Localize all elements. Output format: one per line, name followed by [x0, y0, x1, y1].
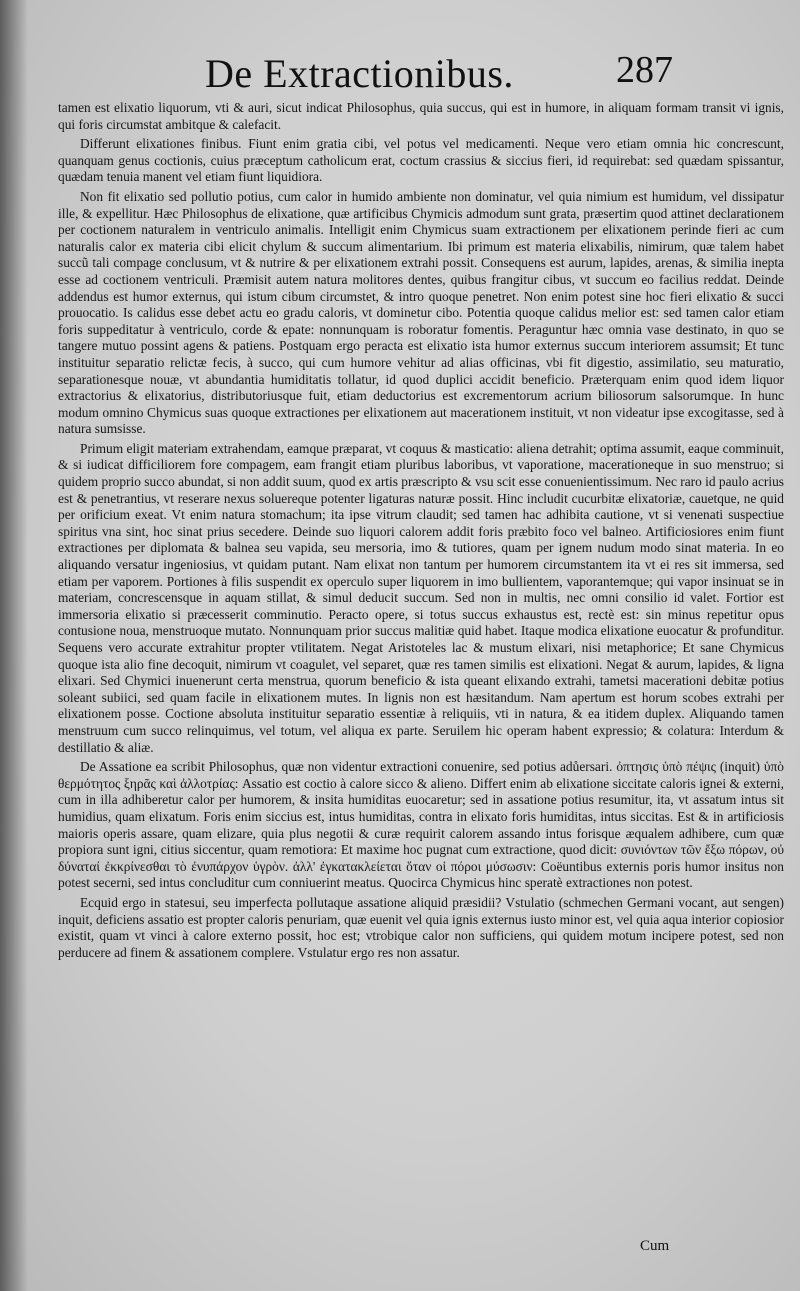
paragraph: Ecquid ergo in statesui, seu imperfecta pollutaque assatione aliquid præsidii? Vstulatio (schmechen Germani vocant, aut sengen) inquit, deficiens assatio est propter caloris penuriam, quæ euenit vel quia ignis externus iusto minor est, vel quia aqua interior copiosior existit, quam vt vinci à calore externo possit, hoc est; vtrobique calor non sufficiens, qui quidem motum incipere potest, sed non perducere ad finem & assationem complere. Vstulatur ergo res non assatur.	[58, 894, 784, 960]
paragraph: Differunt elixationes finibus. Fiunt enim gratia cibi, vel potus vel medicamenti. Neque vero etiam omnia hic concrescunt, quanquam genus coctionis, cuius præceptum catholicum erat, coctum crassius & siccius fieri, id requirebat: sed quædam spissantur, quædam tenuia manent vel etiam fiunt liquidiora.	[58, 136, 784, 185]
paragraph: Non fit elixatio sed pollutio potius, cum calor in humido ambiente non dominatur, vel quia nimium est humidum, vel dissipatur ille, & expellitur. Hæc Philosophus de elixatione, quæ artificibus Chymicis admodum sunt grata, præsertim quod attinet declarationem per coctionem naturalem in ventriculo animalis. Intelligit enim Chymicus suam extractionem per elixationem perinde fieri ac cum naturalis calor ex materia cibi elicit chylum & succum alimentarium. Ibi primum est materia elixabilis, nimirum, quæ talem habet succũ tali compage conclusum, vt & nutrire & per elixationem extrahi possit. Consequens est aurum, lapides, arenas, & similia inepta esse ad coctionem ventriculi. Præmisit autem natura molitores dentes, quibus frangitur cibus, vt succum eo facilius reddat. Deinde addendus est humor externus, qui istum cibum circumstet, & intro quoque penetret. Non enim potest sine hoc fieri elixatio & succi prouocatio. Is calidus esse debet actu eo gradu caloris, vt dominetur cibo. Potentia quoque calidus melior est: sed tamen calor etiam foris suppeditatur à ventriculo, corde & epate: nonnunquam is roboratur fomentis. Peraguntur hæc omnia vase destinato, in quo se tangere mutuo possint agens & patiens. Postquam ergo peracta est elixatio ista humor externus succum interiorem assumsit; Et tunc instituitur separatio relictæ fecis, à succo, qui cum humore vehitur ad alias officinas, vbi fit digestio, assimilatio, seu maturatio, separationesque nouæ, vt abundantia humiditatis tollatur, id quod duplici accidit beneficio. Præterquam enim quod idem liquor extractorius & elixatorius, distributoriusque fuit, etiam deductorius est excrementorum acrium biliosorum salsorumque. In hunc modum omnino Chymicus suas quoque extractiones per elixationem aut macerationem instituit, vt non videatur ipse excogitasse, sed à natura sumsisse.	[58, 188, 784, 437]
paragraph: Primum eligit materiam extrahendam, eamque præparat, vt coquus & masticatio: aliena detrahit; optima assumit, eaque comminuit, & si iudicat difficiliorem fore compagem, eam frangit etiam pluribus laboribus, vt vaporatione, macerationeque in suo menstruo; si quidem proprio succo abundat, si non addit suum, quod ex artis præscripto & vsu scit esse conuenientissimum. Nec raro id paulo acrius est & penetrantius, vt reserare nexus soluereque potenter ligaturas naturæ possit. Hinc includit cucurbitæ elixatoriæ, cauetque, ne quid per orificium exeat. Vt enim natura stomachum; ita ipse vitrum claudit; sed tamen hac adhibita cautione, vt si venenati suspectiue spiritus vna sint, hoc sinat prius secedere. Deinde suo liquori calorem addit foris præbito foco vel balneo. Artificiosiores enim fiunt extractiones per diplomata & balnea seu vapida, seu mersoria, imo & tutiores, quam per ignem nudum modo sinat materia. In eo aliquando versatur ingeniosius, vt quidam putant. Nam elixat non tantum per humorem circumstantem ita vt ei res sit immersa, sed etiam per vaporem. Portiones à filis suspendit ex operculo super liquorem in imo bullientem, vaporantemque; qui vapor insinuat se in materiam, concrescensque in aquam stillat, & simul deducit succum. Sed non in multis, nec omni consilio id valet. Fortior est immersoria elixatio si præcesserit comminutio. Peracto opere, si totus succus exhaustus est, rectè est: sin minus repetitur opus contusione noua, menstruoque mutato. Nonnunquam prior succus malitiæ quid habet. Itaque modica elixatione euocatur & profunditur. Sequens vero accurate extrahitur propter vtilitatem. Negat Aristoteles lac & mustum elixari, nisi metaphorice; Et sane Chymicus quoque ista alio fine decoquit, nimirum vt coagulet, vel separet, quæ res tamen similis est elixationi. Negat & aurum, lapides, & ligna elixari. Sed Chymici inuenerunt certa menstrua, quorum beneficio & ista queant elixando extrahi, tametsi macerationi debitæ potius soleant subiici, sed quam facile in elixationem mutes. In lignis non est hæsitandum. Nam apertum est horum scobes extrahi per elixationem posse. Coctione absoluta instituitur separatio essentiæ à reliquiis, vti in natura, & ea itidem duplex. Aliquando tamen menstruum cum succo relinquimus, vel totum, vel aliqua ex parte. Seruilem hic operam habent expressio; & colatura: Interdum & destillatio & aliæ.	[58, 440, 784, 755]
paragraph: tamen est elixatio liquorum, vti & auri, sicut indicat Philosophus, quia succus, qui est in humore, in aliquam formam transit vi ignis, qui foris circumstat ambitque & calefacit.	[58, 100, 784, 132]
body-text	[58, 100, 784, 964]
paragraph: De Assatione ea scribit Philosophus, quæ non videntur extractioni conuenire, sed potius adůersari. ὀπτησις ὑπὸ πέψις (inquit) ὑπὸ θερμότητος ξηρᾶς καὶ ἀλλοτρίας: Assatio est coctio à calore sicco & alieno. Differt enim ab elixatione siccitate caloris ignei & externi, cum in illa adhiberetur calor per humorem, & insita humiditas euocaretur; sed in assatione potius resumitur, ita, vt assatum intus sit humidius, quam elixatum. Foris enim siccius est, intus humiditas, contra in elixato foris humiditas, intus siccitas. Est & in artificiosis maioris operis assare, quam elizare, quia plus negotii & curæ requirit calorem assando intus forisque æqualem adhibere, cum quæ propiora sunt igni, citius siccentur, quam remotiora: Et maxime hoc pugnat cum extractione, quod dicit: συνιόντων τῶν ἔξω πόρων, οὐ δύναταί ἐκκρίνεσθαι τὸ ἐνυπάρχον ὑγρὸν. ἀλλ' ἐγκατακλείεται ὅταν οἱ πόροι μύσωσιν: Coëuntibus externis poris humor insitus non potest secerni, sed intus concluditur cum conniuerint meatus. Quocirca Chymicus hinc speratè extractiones non potest.	[58, 759, 784, 891]
page-header	[0, 44, 800, 100]
running-title: De Extractionibus.	[205, 51, 514, 96]
catchword: Cum	[640, 1238, 670, 1254]
page-number: 287	[616, 49, 673, 91]
spine-shadow	[0, 0, 28, 1291]
